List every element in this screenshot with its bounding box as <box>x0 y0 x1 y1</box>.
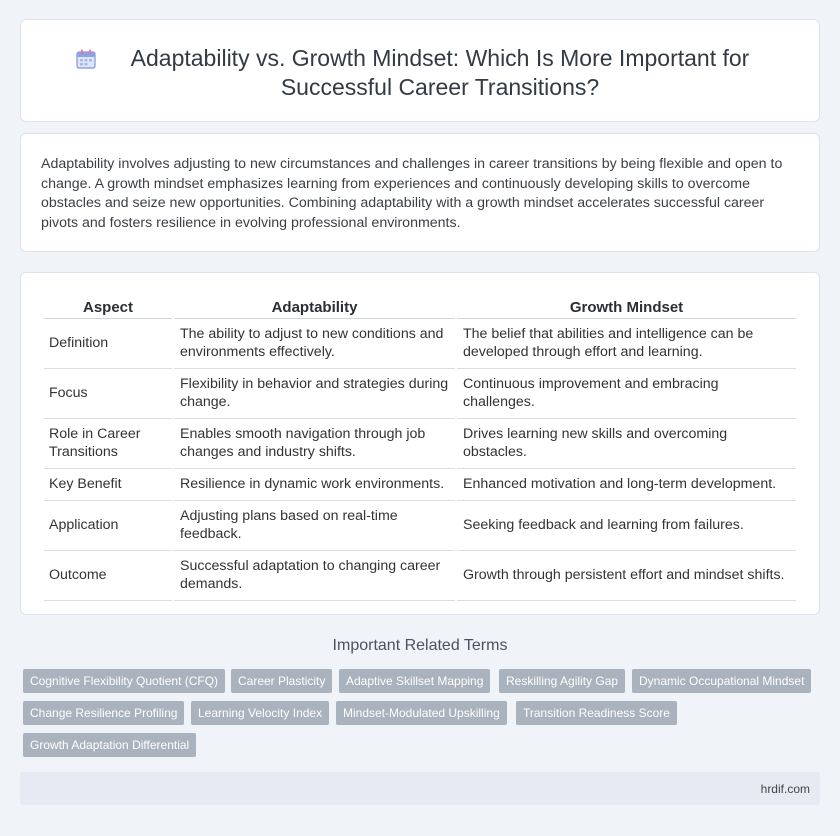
related-term-tag[interactable]: Reskilling Agility Gap <box>499 669 625 693</box>
row-growth-mindset: Seeking feedback and learning from failures. <box>457 501 796 551</box>
comparison-table <box>42 297 798 601</box>
intro-card <box>20 133 820 252</box>
row-growth-mindset: The belief that abilities and intelligence can be developed through effort and learning. <box>457 319 796 369</box>
page-title: Adaptability vs. Growth Mindset: Which Is More Important for Successful Career Transitions? <box>130 45 750 100</box>
header-growth-mindset: Growth Mindset <box>457 297 796 319</box>
row-aspect: Role in Career Transitions <box>44 419 172 469</box>
table-row <box>44 419 796 469</box>
related-terms-title: Important Related Terms <box>332 637 508 654</box>
table-row <box>44 369 796 419</box>
row-aspect: Definition <box>44 319 172 369</box>
title-card <box>20 19 820 122</box>
footer-bar <box>20 772 820 805</box>
row-aspect: Focus <box>44 369 172 419</box>
table-row <box>44 501 796 551</box>
related-term-tag[interactable]: Dynamic Occupational Mindset <box>632 669 811 693</box>
row-aspect: Key Benefit <box>44 469 172 501</box>
intro-paragraph: Adaptability involves adjusting to new circumstances and challenges in career transitions by being flexible and open to change. A growth mindset emphasizes learning from experiences and continuously developing skills to overcome obstacles and seize new opportunities. Combining adaptability with a growth mindset accelerates successful career pivots and fosters resilience in evolving professional environments. <box>41 156 783 231</box>
related-term-tag[interactable]: Cognitive Flexibility Quotient (CFQ) <box>23 669 225 693</box>
table-row <box>44 551 796 601</box>
related-term-tag[interactable]: Transition Readiness Score <box>516 701 677 725</box>
comparison-card <box>20 272 820 615</box>
row-adaptability: Resilience in dynamic work environments. <box>174 469 455 501</box>
row-growth-mindset: Drives learning new skills and overcoming obstacles. <box>457 419 796 469</box>
related-term-tag[interactable]: Learning Velocity Index <box>191 701 329 725</box>
related-term-tag[interactable]: Mindset-Modulated Upskilling <box>336 701 507 725</box>
row-adaptability: The ability to adjust to new conditions and environments effectively. <box>174 319 455 369</box>
row-growth-mindset: Enhanced motivation and long-term development. <box>457 469 796 501</box>
row-growth-mindset: Continuous improvement and embracing challenges. <box>457 369 796 419</box>
related-term-tag[interactable]: Growth Adaptation Differential <box>23 733 196 757</box>
related-term-tag[interactable]: Career Plasticity <box>231 669 332 693</box>
row-adaptability: Adjusting plans based on real-time feedback. <box>174 501 455 551</box>
row-aspect: Outcome <box>44 551 172 601</box>
related-term-tag[interactable]: Change Resilience Profiling <box>23 701 184 725</box>
row-adaptability: Successful adaptation to changing career demands. <box>174 551 455 601</box>
table-header-row <box>44 297 796 319</box>
related-term-tag[interactable]: Adaptive Skillset Mapping <box>339 669 490 693</box>
header-aspect: Aspect <box>44 297 172 319</box>
table-row <box>44 319 796 369</box>
header-adaptability: Adaptability <box>174 297 455 319</box>
row-adaptability: Flexibility in behavior and strategies during change. <box>174 369 455 419</box>
footer-site-link[interactable]: hrdif.com <box>760 782 810 796</box>
row-growth-mindset: Growth through persistent effort and mindset shifts. <box>457 551 796 601</box>
table-row <box>44 469 796 501</box>
row-aspect: Application <box>44 501 172 551</box>
row-adaptability: Enables smooth navigation through job changes and industry shifts. <box>174 419 455 469</box>
